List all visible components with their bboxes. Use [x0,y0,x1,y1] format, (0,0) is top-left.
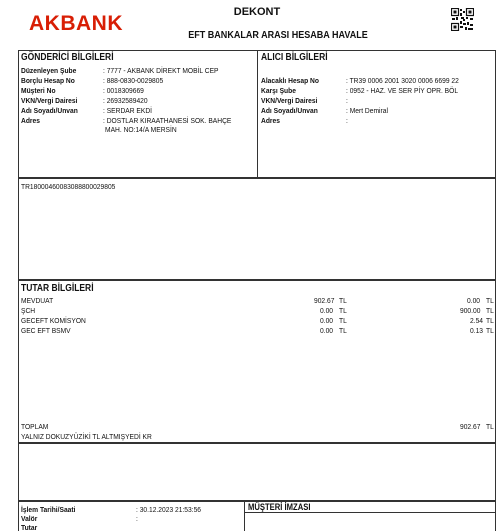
receipt-document [18,0,496,531]
signature-underline [244,512,496,513]
sender-account-label: Borçlu Hesap No [21,76,75,85]
sender-name-value: : SERDAR EKDİ [103,106,153,115]
sender-tax-value: : 26932589420 [103,96,148,105]
amount-row-cur1: TL [339,316,347,325]
receipt-subtitle: EFT BANKALAR ARASI HESABA HAVALE [188,29,368,41]
sender-section-title: GÖNDERİCİ BİLGİLERİ [21,52,114,63]
receiver-tax-label: VKN/Vergi Dairesi [261,96,318,105]
notes-box [18,443,496,501]
amount-row-col2: 2.54 [470,316,484,325]
sender-tax-label: VKN/Vergi Dairesi [21,96,78,105]
receiver-account-label: Alacaklı Hesap No [261,76,319,85]
total-currency: TL [486,422,494,431]
extra-label: Tutar [21,523,38,531]
amount-row-col2: 0.00 [467,296,481,305]
amount-row-label: MEVDUAT [21,296,54,305]
amounts-box [18,280,496,443]
total-value: 902.67 [460,422,481,431]
footer-divider [244,501,245,531]
sender-address-label: Adres [21,116,40,125]
amount-row-col2: 900.00 [460,306,481,315]
sender-address-value: : DOSTLAR KIRAATHANESİ SOK. BAHÇE [103,116,232,125]
receipt-title: DEKONT [233,6,281,18]
amount-row-label: ŞCH [21,306,36,315]
receiver-tax-value: : [346,96,348,105]
receipt-header [18,0,496,45]
amount-row-cur2: TL [486,316,494,325]
amount-row-label: GEC EFT BSMV [21,326,71,335]
amount-row-col1: 0.00 [320,326,334,335]
qr-code-icon [451,8,474,31]
amount-row-cur1: TL [339,306,347,315]
receiver-name-label: Adı Soyadı/Unvan [261,106,318,115]
receiver-account-value: : TR39 0006 2001 3020 0006 6699 22 [346,76,459,85]
signature-title: MÜŞTERİ İMZASI [248,502,311,512]
amount-row-cur2: TL [486,296,494,305]
sender-customer-no-label: Müşteri No [21,86,56,95]
amount-row-cur1: TL [339,326,347,335]
amount-row-cur2: TL [486,306,494,315]
total-label: TOPLAM [21,422,49,431]
amount-row-col2: 0.13 [470,326,484,335]
akbank-logo: AKBANK [29,12,123,35]
receiver-branch-value: : 0952 - HAZ. VE SER PİY OPR. BÖL [346,86,459,95]
sender-customer-no-value: : 0018309669 [103,86,144,95]
party-divider [257,50,258,178]
amounts-section-title: TUTAR BİLGİLERİ [21,283,94,294]
sender-branch-label: Düzenleyen Şube [21,66,77,75]
receiver-address-label: Adres [261,116,280,125]
amount-row-col1: 0.00 [320,306,334,315]
valor-value: : [136,514,138,523]
receiver-branch-label: Karşı Şube [261,86,296,95]
valor-label: Valör [21,514,38,523]
amount-row-cur2: TL [486,326,494,335]
amount-row-cur1: TL [339,296,347,305]
amount-row-label: GECEFT KOMİSYON [21,316,86,325]
receiver-section-title: ALICI BİLGİLERİ [261,52,328,63]
description-text: TR18000460083088800029805 [21,182,116,191]
amount-row-col1: 902.67 [314,296,335,305]
receiver-name-value: : Mert Demiral [346,106,388,115]
receiver-address-value: : [346,116,348,125]
datetime-value: : 30.12.2023 21:53:56 [136,505,202,514]
sender-name-label: Adı Soyadı/Unvan [21,106,78,115]
sender-address-value-line2: MAH. NO:14/A MERSİN [105,125,177,134]
datetime-label: İşlem Tarihi/Saati [21,505,76,514]
amount-row-col1: 0.00 [320,316,334,325]
sender-account-value: : 888-0830-0029805 [103,76,164,85]
amount-in-words: YALNIZ DOKUZYÜZİKİ TL ALTMIŞYEDİ KR [21,432,152,441]
sender-branch-value: : 7777 - AKBANK DİREKT MOBİL CEP [103,66,219,75]
description-box [18,178,496,280]
